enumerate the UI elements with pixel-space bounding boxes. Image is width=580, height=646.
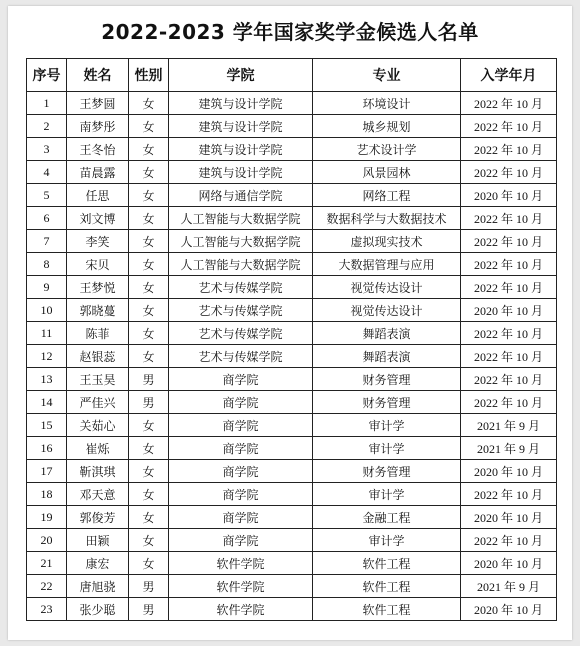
- table-row: [27, 207, 557, 230]
- cell-enrollment: 2022 年 10 月: [461, 253, 557, 276]
- cell-name: 王冬怡: [67, 138, 129, 161]
- header-major: 专业: [313, 59, 461, 92]
- cell-college: 艺术与传媒学院: [169, 322, 313, 345]
- cell-gender: 女: [129, 92, 169, 115]
- cell-major: 视觉传达设计: [313, 276, 461, 299]
- cell-enrollment: 2020 年 10 月: [461, 460, 557, 483]
- cell-enrollment: 2021 年 9 月: [461, 575, 557, 598]
- cell-name: 关茹心: [67, 414, 129, 437]
- cell-gender: 女: [129, 552, 169, 575]
- cell-major: 艺术设计学: [313, 138, 461, 161]
- cell-gender: 女: [129, 184, 169, 207]
- cell-major: 舞蹈表演: [313, 322, 461, 345]
- table-row: [27, 483, 557, 506]
- cell-name: 康宏: [67, 552, 129, 575]
- cell-index: 9: [27, 276, 67, 299]
- cell-gender: 女: [129, 299, 169, 322]
- cell-index: 4: [27, 161, 67, 184]
- cell-college: 软件学院: [169, 552, 313, 575]
- cell-enrollment: 2020 年 10 月: [461, 184, 557, 207]
- cell-name: 严佳兴: [67, 391, 129, 414]
- cell-index: 13: [27, 368, 67, 391]
- cell-college: 商学院: [169, 529, 313, 552]
- cell-gender: 女: [129, 414, 169, 437]
- cell-index: 17: [27, 460, 67, 483]
- cell-index: 18: [27, 483, 67, 506]
- cell-major: 财务管理: [313, 391, 461, 414]
- cell-gender: 女: [129, 506, 169, 529]
- cell-enrollment: 2020 年 10 月: [461, 598, 557, 621]
- cell-major: 审计学: [313, 437, 461, 460]
- cell-major: 审计学: [313, 414, 461, 437]
- cell-enrollment: 2021 年 9 月: [461, 414, 557, 437]
- table-row: [27, 391, 557, 414]
- cell-gender: 女: [129, 460, 169, 483]
- cell-enrollment: 2022 年 10 月: [461, 322, 557, 345]
- cell-college: 艺术与传媒学院: [169, 276, 313, 299]
- cell-name: 田颖: [67, 529, 129, 552]
- table-row: [27, 552, 557, 575]
- cell-enrollment: 2022 年 10 月: [461, 276, 557, 299]
- cell-college: 商学院: [169, 391, 313, 414]
- cell-index: 22: [27, 575, 67, 598]
- candidate-table: [26, 58, 557, 621]
- table-row: [27, 598, 557, 621]
- table-header-row: [27, 59, 557, 92]
- table-row: [27, 276, 557, 299]
- cell-college: 艺术与传媒学院: [169, 299, 313, 322]
- cell-name: 王梦圆: [67, 92, 129, 115]
- table-row: [27, 230, 557, 253]
- cell-name: 王梦悦: [67, 276, 129, 299]
- table-row: [27, 437, 557, 460]
- cell-enrollment: 2020 年 10 月: [461, 552, 557, 575]
- cell-college: 商学院: [169, 414, 313, 437]
- cell-college: 网络与通信学院: [169, 184, 313, 207]
- cell-gender: 女: [129, 230, 169, 253]
- header-name: 姓名: [67, 59, 129, 92]
- header-college: 学院: [169, 59, 313, 92]
- cell-index: 23: [27, 598, 67, 621]
- table-row: [27, 161, 557, 184]
- cell-major: 城乡规划: [313, 115, 461, 138]
- cell-index: 20: [27, 529, 67, 552]
- cell-major: 数据科学与大数据技术: [313, 207, 461, 230]
- cell-index: 11: [27, 322, 67, 345]
- cell-name: 邓天意: [67, 483, 129, 506]
- cell-name: 宋贝: [67, 253, 129, 276]
- cell-name: 陈菲: [67, 322, 129, 345]
- cell-index: 8: [27, 253, 67, 276]
- cell-name: 刘文博: [67, 207, 129, 230]
- cell-gender: 女: [129, 253, 169, 276]
- cell-enrollment: 2022 年 10 月: [461, 368, 557, 391]
- table-row: [27, 414, 557, 437]
- cell-gender: 女: [129, 138, 169, 161]
- cell-gender: 女: [129, 345, 169, 368]
- cell-gender: 男: [129, 391, 169, 414]
- cell-major: 虚拟现实技术: [313, 230, 461, 253]
- cell-gender: 女: [129, 161, 169, 184]
- cell-enrollment: 2022 年 10 月: [461, 92, 557, 115]
- cell-gender: 女: [129, 322, 169, 345]
- table-row: [27, 253, 557, 276]
- cell-college: 商学院: [169, 368, 313, 391]
- table-row: [27, 506, 557, 529]
- cell-college: 软件学院: [169, 575, 313, 598]
- cell-enrollment: 2021 年 9 月: [461, 437, 557, 460]
- cell-gender: 女: [129, 483, 169, 506]
- header-gender: 性别: [129, 59, 169, 92]
- cell-index: 19: [27, 506, 67, 529]
- cell-index: 16: [27, 437, 67, 460]
- cell-name: 张少聪: [67, 598, 129, 621]
- table-row: [27, 299, 557, 322]
- cell-college: 建筑与设计学院: [169, 161, 313, 184]
- cell-gender: 男: [129, 598, 169, 621]
- cell-gender: 女: [129, 207, 169, 230]
- cell-enrollment: 2022 年 10 月: [461, 115, 557, 138]
- cell-college: 建筑与设计学院: [169, 138, 313, 161]
- cell-college: 商学院: [169, 483, 313, 506]
- cell-index: 15: [27, 414, 67, 437]
- cell-enrollment: 2022 年 10 月: [461, 230, 557, 253]
- cell-major: 环境设计: [313, 92, 461, 115]
- cell-index: 2: [27, 115, 67, 138]
- cell-enrollment: 2022 年 10 月: [461, 345, 557, 368]
- cell-college: 商学院: [169, 437, 313, 460]
- table-row: [27, 115, 557, 138]
- cell-college: 人工智能与大数据学院: [169, 253, 313, 276]
- cell-enrollment: 2022 年 10 月: [461, 529, 557, 552]
- table-row: [27, 322, 557, 345]
- cell-major: 大数据管理与应用: [313, 253, 461, 276]
- cell-major: 视觉传达设计: [313, 299, 461, 322]
- cell-index: 12: [27, 345, 67, 368]
- cell-major: 风景园林: [313, 161, 461, 184]
- cell-index: 21: [27, 552, 67, 575]
- table-row: [27, 138, 557, 161]
- cell-major: 网络工程: [313, 184, 461, 207]
- table-row: [27, 460, 557, 483]
- header-enrollment: 入学年月: [461, 59, 557, 92]
- document-page: [8, 6, 572, 640]
- table-row: [27, 184, 557, 207]
- table-row: [27, 575, 557, 598]
- cell-enrollment: 2022 年 10 月: [461, 138, 557, 161]
- cell-college: 商学院: [169, 506, 313, 529]
- cell-college: 艺术与传媒学院: [169, 345, 313, 368]
- cell-name: 赵银蕊: [67, 345, 129, 368]
- cell-name: 李笑: [67, 230, 129, 253]
- cell-college: 建筑与设计学院: [169, 92, 313, 115]
- cell-major: 审计学: [313, 483, 461, 506]
- cell-index: 10: [27, 299, 67, 322]
- cell-college: 软件学院: [169, 598, 313, 621]
- cell-major: 审计学: [313, 529, 461, 552]
- cell-index: 5: [27, 184, 67, 207]
- cell-gender: 女: [129, 115, 169, 138]
- cell-gender: 女: [129, 276, 169, 299]
- cell-index: 3: [27, 138, 67, 161]
- table-row: [27, 368, 557, 391]
- cell-name: 崔烁: [67, 437, 129, 460]
- cell-enrollment: 2022 年 10 月: [461, 161, 557, 184]
- table-row: [27, 345, 557, 368]
- cell-major: 金融工程: [313, 506, 461, 529]
- cell-major: 软件工程: [313, 552, 461, 575]
- cell-college: 人工智能与大数据学院: [169, 207, 313, 230]
- cell-major: 软件工程: [313, 598, 461, 621]
- cell-name: 王玉昊: [67, 368, 129, 391]
- cell-major: 财务管理: [313, 368, 461, 391]
- cell-gender: 女: [129, 529, 169, 552]
- cell-name: 南梦彤: [67, 115, 129, 138]
- header-index: 序号: [27, 59, 67, 92]
- cell-enrollment: 2020 年 10 月: [461, 299, 557, 322]
- cell-name: 苗晨露: [67, 161, 129, 184]
- cell-major: 舞蹈表演: [313, 345, 461, 368]
- cell-gender: 男: [129, 368, 169, 391]
- cell-index: 1: [27, 92, 67, 115]
- cell-college: 建筑与设计学院: [169, 115, 313, 138]
- cell-index: 14: [27, 391, 67, 414]
- cell-index: 7: [27, 230, 67, 253]
- cell-college: 人工智能与大数据学院: [169, 230, 313, 253]
- cell-major: 软件工程: [313, 575, 461, 598]
- table-row: [27, 529, 557, 552]
- cell-name: 郭俊芳: [67, 506, 129, 529]
- cell-name: 靳淇琪: [67, 460, 129, 483]
- cell-name: 郭晓蔓: [67, 299, 129, 322]
- cell-gender: 女: [129, 437, 169, 460]
- cell-index: 6: [27, 207, 67, 230]
- cell-enrollment: 2020 年 10 月: [461, 506, 557, 529]
- cell-enrollment: 2022 年 10 月: [461, 391, 557, 414]
- cell-name: 任思: [67, 184, 129, 207]
- cell-major: 财务管理: [313, 460, 461, 483]
- cell-college: 商学院: [169, 460, 313, 483]
- cell-enrollment: 2022 年 10 月: [461, 483, 557, 506]
- cell-name: 唐旭骁: [67, 575, 129, 598]
- cell-gender: 男: [129, 575, 169, 598]
- table-row: [27, 92, 557, 115]
- cell-enrollment: 2022 年 10 月: [461, 207, 557, 230]
- document-title: 2022-2023 学年国家奖学金候选人名单: [101, 20, 479, 44]
